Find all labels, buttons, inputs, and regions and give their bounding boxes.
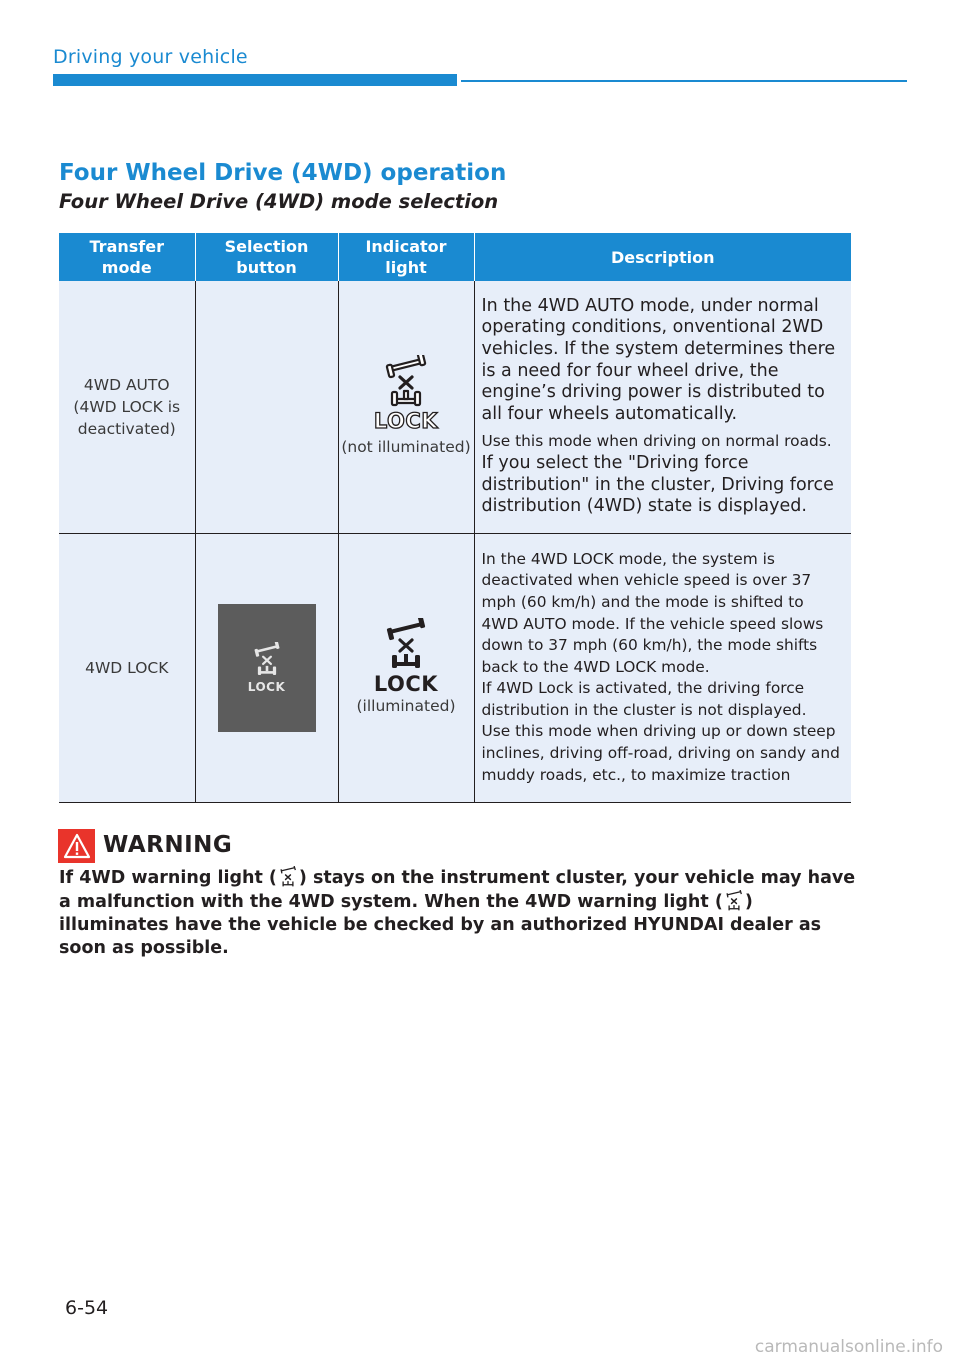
- warning-text: [59, 866, 859, 960]
- description-paragraph: In the 4WD LOCK mode, the system is deactivated when vehicle speed is over 37 mph (60 km/h) and the mode is shifted to 4WD AUTO mode. If the vehicle speed slows down to 37 mph (60 km/h), the mode shifts back to the 4WD LOCK mode.: [481, 549, 824, 676]
- warning-badge: [58, 829, 95, 863]
- warning-text-part: ) stays on the instrument cluster, your vehicle may have a malfunction with the 4WD system. When the 4WD warning light (: [59, 868, 856, 912]
- indicator-lock-word: LOCK: [373, 672, 439, 696]
- mode-name: 4WD AUTO: [83, 375, 170, 394]
- indicator-state: (illuminated): [356, 697, 456, 715]
- 4wd-warning-light-icon: [278, 866, 298, 888]
- description-paragraph: In the 4WD AUTO mode, under normal operating conditions, onventional 2WD vehicles. If the system determines there is a need for four wheel drive, the engine’s driving power is distributed to all four wheels automatically.: [481, 295, 836, 424]
- 4wd-lock-indicator-outline-icon: [383, 355, 429, 409]
- description-paragraph: If 4WD Lock is activated, the driving force distribution in the cluster is not displayed.: [481, 679, 807, 719]
- page-number: 6-54: [65, 1297, 109, 1319]
- header-transfer-mode: Transfer mode: [59, 233, 195, 281]
- table-header-row: [59, 233, 851, 281]
- description-cell: [474, 533, 851, 802]
- selection-button-cell-empty: [195, 281, 338, 533]
- mode-cell: [59, 281, 195, 533]
- warning-text-part: If 4WD warning light (: [59, 868, 277, 888]
- description-paragraph: Use this mode when driving on normal roads.: [481, 432, 832, 451]
- 4wd-lock-button-icon: [218, 604, 316, 732]
- indicator-lock-word: LOCK: [373, 409, 439, 434]
- indicator-cell: [338, 281, 474, 533]
- warning-triangle-icon: [63, 833, 91, 859]
- mode-selection-table: [59, 233, 851, 803]
- watermark: carmanualsonline.info: [754, 1337, 943, 1357]
- table-row-4wd-lock: [59, 533, 851, 802]
- description-cell: [474, 281, 851, 533]
- 4wd-warning-light-icon: [724, 890, 744, 912]
- mode-name: 4WD LOCK: [85, 658, 169, 677]
- section-subtitle: Four Wheel Drive (4WD) mode selection: [59, 190, 499, 213]
- indicator-state: (not illuminated): [341, 438, 471, 457]
- table-row-4wd-auto: [59, 281, 851, 533]
- header-selection-button: Selection button: [195, 233, 338, 281]
- warning-text-part: ) illuminates have the vehicle be checked by an authorized HYUNDAI dealer as soon as possible.: [59, 892, 822, 958]
- indicator-cell: [338, 533, 474, 802]
- mode-note: (4WD LOCK is deactivated): [73, 397, 181, 438]
- 4wd-lock-indicator-solid-icon: [383, 618, 429, 672]
- mode-cell: [59, 533, 195, 802]
- section-title: Four Wheel Drive (4WD) operation: [59, 160, 507, 186]
- button-lock-label: LOCK: [247, 679, 286, 694]
- warning-heading: WARNING: [103, 832, 233, 858]
- description-paragraph: Use this mode when driving up or down steep inclines, driving off-road, driving on sandy and muddy roads, etc., to maximize traction: [481, 722, 840, 784]
- selection-button-cell: [195, 533, 338, 802]
- header-rule-thick: [53, 74, 457, 86]
- header-section-name: Driving your vehicle: [53, 46, 248, 68]
- description-paragraph: If you select the "Driving force distribution" in the cluster, Driving force distribution (4WD) state is displayed.: [481, 452, 834, 517]
- header-rule-thin: [461, 80, 907, 82]
- 4wd-lock-button-symbol-icon: [252, 642, 282, 678]
- header-indicator-light: Indicator light: [338, 233, 474, 281]
- header-description: Description: [474, 233, 851, 281]
